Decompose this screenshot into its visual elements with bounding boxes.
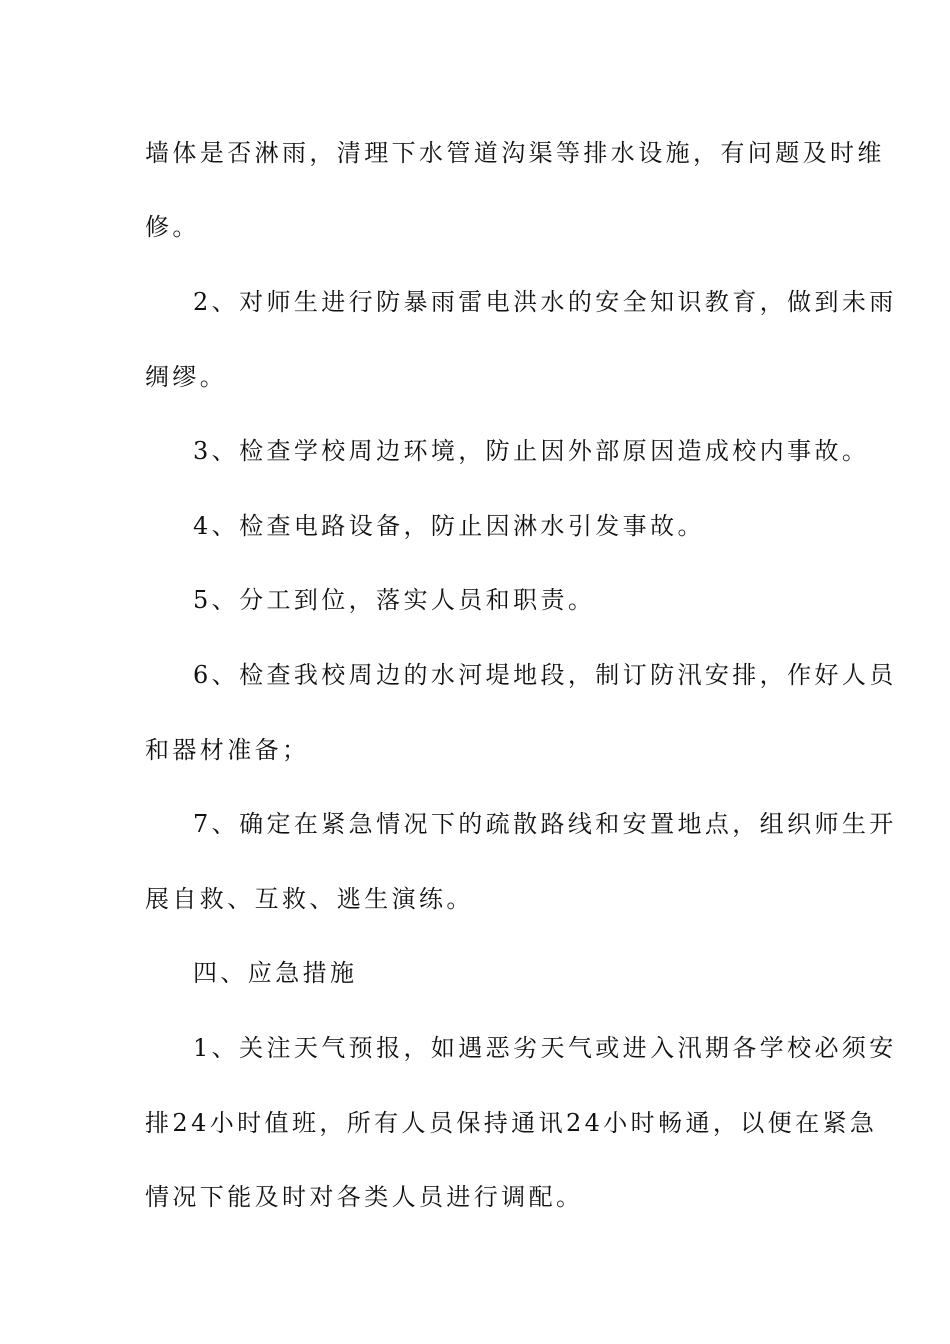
measure-item-1-continuation: 情况下能及时对各类人员进行调配。 xyxy=(145,1183,584,1211)
list-item-2-continuation: 绸缪。 xyxy=(145,363,228,391)
paragraph-line: 墙体是否淋雨，清理下水管道沟渠等排水设施，有问题及时维 xyxy=(145,139,885,167)
list-item-4: 4、检查电路设备，防止因淋水引发事故。 xyxy=(193,512,705,540)
list-item-5: 5、分工到位，落实人员和职责。 xyxy=(193,586,596,614)
list-item-6-line: 6、检查我校周边的水河堤地段，制订防汛安排，作好人员 xyxy=(193,661,897,689)
list-item-2-line: 2、对师生进行防暴雨雷电洪水的安全知识教育，做到未雨 xyxy=(193,288,897,316)
section-heading: 四、应急措施 xyxy=(193,959,358,987)
paragraph-line: 修。 xyxy=(145,213,200,241)
list-item-6-continuation: 和器材准备； xyxy=(145,736,310,764)
measure-item-1-line: 1、关注天气预报，如遇恶劣天气或进入汛期各学校必须安 xyxy=(193,1034,897,1062)
list-item-3: 3、检查学校周边环境，防止因外部原因造成校内事故。 xyxy=(193,437,870,465)
list-item-7-continuation: 展自救、互救、逃生演练。 xyxy=(145,885,474,913)
measure-item-1-continuation: 排24小时值班，所有人员保持通讯24小时畅通，以便在紧急 xyxy=(145,1109,878,1137)
list-item-7-line: 7、确定在紧急情况下的疏散路线和安置地点，组织师生开 xyxy=(193,810,897,838)
